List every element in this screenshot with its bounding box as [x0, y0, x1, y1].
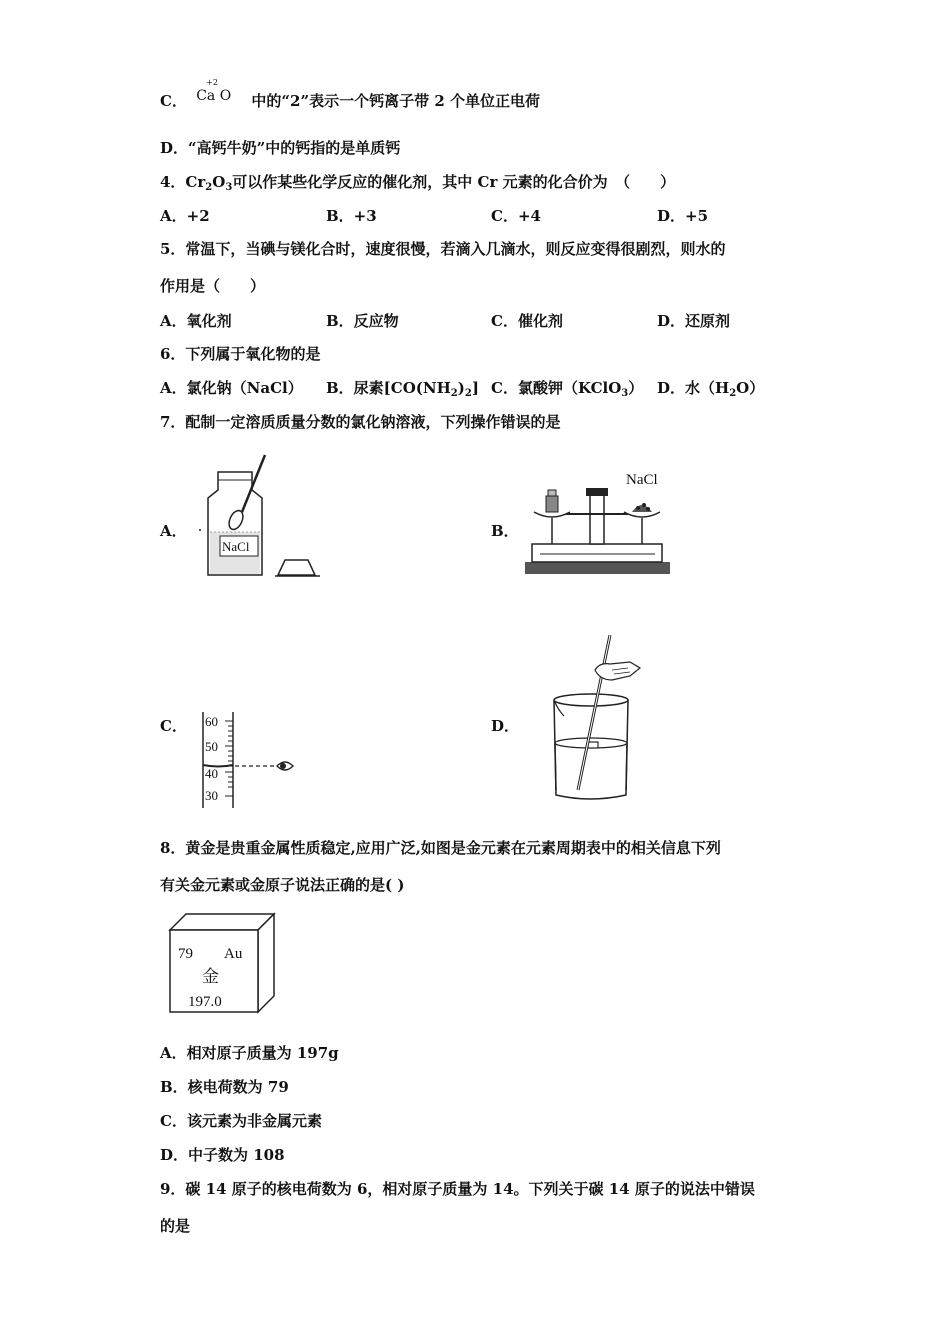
- q4-option-b: B．+3: [326, 207, 377, 225]
- q6-b-sub1: 2: [450, 388, 458, 399]
- q7-label-d: D．: [491, 717, 520, 735]
- q8-option-c: C．该元素为非金属元素: [160, 1112, 322, 1130]
- tick-60: 60: [205, 714, 218, 729]
- q6-d-post: O）: [736, 379, 765, 397]
- q4-sub2: 3: [225, 182, 233, 193]
- q6-c-post: ）: [628, 379, 644, 397]
- tick-30: 30: [205, 788, 218, 803]
- q9-line1: 9．碳 14 原子的核电荷数为 6，相对原子质量为 14。下列关于碳 14 原子的说法中错误: [160, 1180, 755, 1198]
- q7-label-a: A．: [160, 522, 187, 540]
- q4-sub1: 2: [205, 182, 213, 193]
- q5-option-c: C．催化剂: [491, 312, 563, 330]
- balance-figure: [520, 462, 675, 580]
- beaker-figure: [540, 630, 650, 802]
- cao-valence: +2: [206, 78, 218, 87]
- q5-option-d: D．还原剂: [657, 312, 731, 330]
- q6-c-sub: 3: [621, 388, 629, 399]
- q4-mid: O: [212, 173, 226, 191]
- q6-d-sub: 2: [729, 388, 737, 399]
- q6-b-pre: B．尿素[CO(NH: [326, 379, 451, 397]
- q6-b-mid: ): [457, 379, 465, 397]
- q3-c-prefix: C．: [160, 92, 187, 110]
- q5-option-b: B．反应物: [326, 312, 399, 330]
- q6-option-b: [326, 377, 479, 399]
- element-mass: 197.0: [188, 994, 222, 1010]
- q6-option-d: [657, 377, 764, 399]
- q8-option-b: B．核电荷数为 79: [160, 1078, 289, 1096]
- q6-option-a: A．氯化钠（NaCl）: [160, 379, 303, 397]
- q7-stem: 7．配制一定溶质质量分数的氯化钠溶液，下列操作错误的是: [160, 413, 561, 431]
- q8-line1: 8．黄金是贵重金属性质稳定,应用广泛,如图是金元素在元素周期表中的相关信息下列: [160, 839, 721, 857]
- q5-line1: 5．常温下，当碘与镁化合时，速度很慢，若滴入几滴水，则反应变得很剧烈，则水的: [160, 240, 726, 258]
- reagent-jar-figure: [190, 450, 330, 580]
- q6-b-sub2: 2: [464, 388, 472, 399]
- tick-40: 40: [205, 766, 218, 781]
- balance-label: NaCl: [626, 472, 658, 488]
- hand-icon: [595, 662, 640, 680]
- element-card: [166, 910, 278, 1016]
- q6-d-pre: D．水（H: [657, 379, 730, 397]
- eye-icon: [277, 762, 293, 770]
- q3-option-d: D．“高钙牛奶”中的钙指的是单质钙: [160, 139, 401, 157]
- q4-stem: [160, 171, 675, 193]
- q4-option-d: D．+5: [657, 207, 709, 225]
- q3-c-text: 中的“2”表示一个钙离子带 2 个单位正电荷: [251, 92, 540, 110]
- q6-c-pre: C．氯酸钾（KClO: [491, 379, 622, 397]
- q5-option-a: A．氧化剂: [160, 312, 232, 330]
- cylinder-figure: [195, 708, 305, 810]
- q4-stem-pre: 4．Cr: [160, 173, 206, 191]
- q9-line2: 的是: [160, 1217, 191, 1235]
- q5-line2: 作用是（ ）: [160, 277, 266, 295]
- q4-option-c: C．+4: [491, 207, 541, 225]
- q6-b-post: ]: [471, 379, 479, 397]
- q4-stem-post: 可以作某些化学反应的催化剂，其中 Cr 元素的化合价为 （ ）: [232, 173, 676, 191]
- cao-text: Ca O: [196, 88, 232, 104]
- tick-50: 50: [205, 739, 218, 754]
- q8-line2: 有关金元素或金原子说法正确的是( ): [160, 876, 405, 894]
- q6-option-c: [491, 377, 643, 399]
- element-symbol: Au: [224, 946, 243, 962]
- q7-label-b: B．: [491, 522, 519, 540]
- element-number: 79: [178, 946, 193, 962]
- element-name: 金: [202, 967, 219, 986]
- q6-stem: 6．下列属于氧化物的是: [160, 345, 321, 363]
- q7-label-c: C．: [160, 717, 187, 735]
- q4-option-a: A．+2: [160, 207, 210, 225]
- q8-option-a: A．相对原子质量为 197g: [160, 1044, 339, 1062]
- cao-formula: [196, 78, 240, 110]
- q8-option-d: D．中子数为 108: [160, 1146, 285, 1164]
- q3-option-c: [160, 78, 540, 111]
- jar-label: NaCl: [222, 539, 250, 554]
